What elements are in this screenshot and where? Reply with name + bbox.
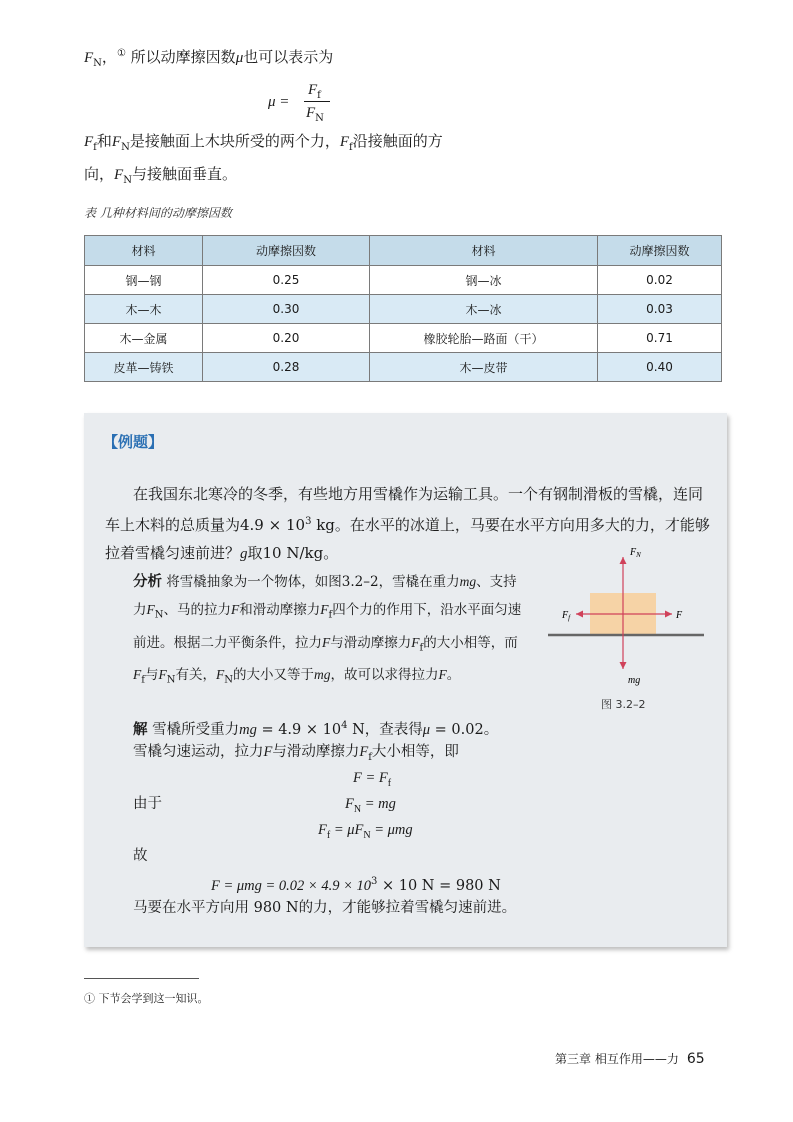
table-row xyxy=(85,353,722,382)
fn-label: $F_N$ xyxy=(630,547,641,559)
table-cell: 0.40 xyxy=(598,353,722,382)
table-cell: 木—冰 xyxy=(370,295,598,324)
table-cell: 0.71 xyxy=(598,324,722,353)
table-cell: 木—木 xyxy=(85,295,203,324)
table-cell: 0.30 xyxy=(203,295,370,324)
solution-label: 解 xyxy=(133,721,148,738)
table-cell: 木—金属 xyxy=(85,324,203,353)
table-row xyxy=(85,266,722,295)
fraction-bar xyxy=(304,101,330,102)
header-material-2: 材料 xyxy=(370,236,598,266)
ff-label: $F_f$ xyxy=(562,610,571,622)
friction-coefficient-table xyxy=(84,235,722,382)
equation-4: $F = \mu mg = 0.02 \times 4.9 \times 10^3 \times 10$ N = 980 N xyxy=(211,876,501,894)
table-cell: 0.20 xyxy=(203,324,370,353)
table-header-row xyxy=(85,236,722,266)
table-caption: 表 几种材料间的动摩擦因数 xyxy=(84,206,232,220)
table-cell: 木—皮带 xyxy=(370,353,598,382)
header-coefficient-1: 动摩擦因数 xyxy=(203,236,370,266)
table-cell: 钢—冰 xyxy=(370,266,598,295)
equation-3: $F_f = \mu F_N = \mu mg$ xyxy=(318,822,413,841)
footnote: ① 下节会学到这一知识。 xyxy=(84,992,209,1005)
intro-line: $F_N$，① 所以动摩擦因数μ也可以表示为 xyxy=(84,48,334,69)
table-row xyxy=(85,324,722,353)
footnote-divider xyxy=(84,978,199,979)
page-number: 65 xyxy=(686,1051,705,1067)
therefore-label: 故 xyxy=(133,848,148,864)
example-problem: 在我国东北寒冷的冬季，有些地方用雪橇作为运输工具。一个有钢制滑板的雪橇，连同车上木料的总质量为$4.9 \times 10^3$ kg。在水平的冰道上，马要在水平方向用多大的力，才能够拉着雪橇匀速前进？g取10 N/kg。 xyxy=(105,485,710,562)
header-coefficient-2: 动摩擦因数 xyxy=(598,236,722,266)
example-analysis: 分析 将雪橇抽象为一个物体，如图3.2–2，雪橇在重力mg、支持力$F_N$、马的拉力F和滑动摩擦力$F_f$四个力的作用下，沿水平面匀速前进。根据二力平衡条件，拉力F与滑动摩擦力$F_f$的大小相等，而$F_f$与$F_N$有关，$F_N$的大小又等于mg，故可以求得拉力F。 xyxy=(133,574,522,687)
free-body-diagram xyxy=(548,545,708,693)
table-row xyxy=(85,295,722,324)
example-solution: 解 雪橇所受重力mg = $4.9 \times 10^4$ N，查表得μ = 0.02。 雪橇匀速运动，拉力F与滑动摩擦力$F_f$大小相等，即 $F = F_f$ 由于 $F_N$ = mg $F_f = \mu F_N = \mu mg$ 故 $F = \mu mg = 0.02 \times 4.9 \times 10^3 \times 10$ N = 980 N 马要在水平方向用 980 N的力，才能够拉着雪橇匀速前进。 xyxy=(133,714,633,922)
figure-caption: 图 3.2–2 xyxy=(601,698,646,711)
table-cell: 钢—钢 xyxy=(85,266,203,295)
friction-coefficient-formula: μ = $F_f$ $F_N$ xyxy=(250,80,340,124)
chapter-title: 第三章 相互作用——力 xyxy=(555,1052,679,1066)
table-cell: 0.03 xyxy=(598,295,722,324)
conclusion: 马要在水平方向用 980 N的力，才能够拉着雪橇匀速前进。 xyxy=(133,900,517,916)
force-description-paragraph: $F_f$和$F_N$是接触面上木块所受的两个力，$F_f$沿接触面的方 向，$F_N$与接触面垂直。 xyxy=(84,132,443,186)
example-title: 【例题】 xyxy=(103,433,164,451)
table-cell: 0.25 xyxy=(203,266,370,295)
table-cell: 皮革—铸铁 xyxy=(85,353,203,382)
mg-label: mg xyxy=(628,675,641,686)
page-footer xyxy=(555,1050,705,1067)
header-material-1: 材料 xyxy=(85,236,203,266)
table-cell: 0.02 xyxy=(598,266,722,295)
table-cell: 橡胶轮胎—路面（干） xyxy=(370,324,598,353)
analysis-label: 分析 xyxy=(133,574,162,590)
equation-1: $F = F_f$ xyxy=(353,770,392,789)
equation-2: 由于 $F_N$ = mg xyxy=(133,796,396,815)
f-label: F xyxy=(676,610,683,621)
table-cell: 0.28 xyxy=(203,353,370,382)
